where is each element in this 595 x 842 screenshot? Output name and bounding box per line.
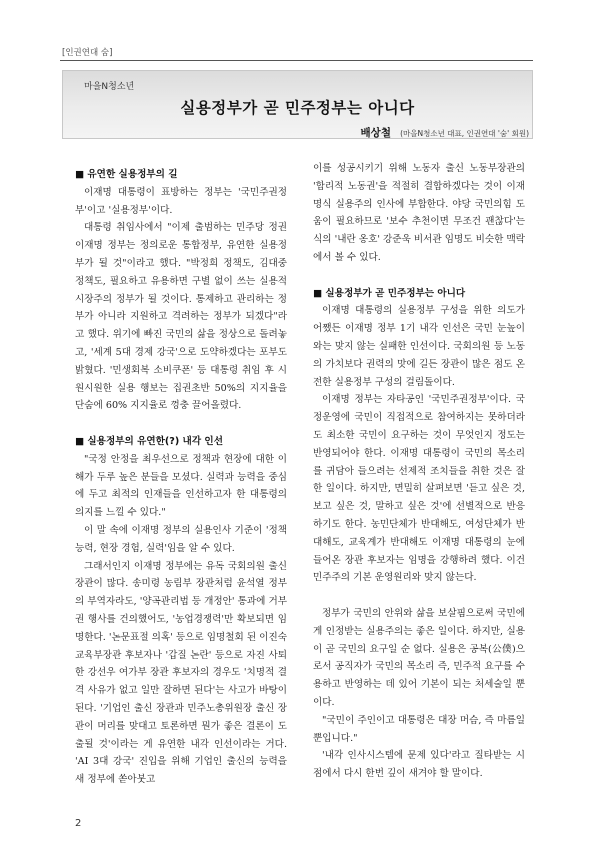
section-heading-2: ■ 실용정부의 유연한(?) 내각 인선 bbox=[75, 435, 223, 447]
section-kicker: 마을N청소년 bbox=[84, 82, 135, 92]
header-divider bbox=[60, 60, 533, 61]
section-heading-3: ■ 실용정부가 곧 민주정부는 아니다 bbox=[313, 287, 466, 299]
paragraph: 대통령 취임사에서 "이제 출범하는 민주당 정권 이재명 정부는 정의로운 통합정부, 유연한 실용정부가 될 것"이라고 했다. "박정희 정책도, 김대중 정책도, 필요하고 유용하면 구별 없이 쓰는 실용적 시장주의 정부가 될 것이다. 통제하고 관리하는 정부가 아니라 지원하고 격려하는 정부가 되겠다"라고 했다. 위기에 빠진 국민의 삶을 정상으로 돌려놓고, '세계 5대 경제 강국'으로 도약하겠다는 포부도 밝혔다. '민생회복 소비쿠폰' 등 대통령 취임 후 시원시원한 실용 행보는 집권초반 50%의 지지율을 단숨에 60% 지지율로 껑충 끌어올렸다. bbox=[75, 222, 287, 412]
section-heading-1: ■ 유연한 실용정부의 길 bbox=[75, 169, 178, 180]
author-affiliation: (마을N청소년 대표, 인권연대 '숨' 회원) bbox=[400, 129, 529, 138]
paragraph: '내각 인사시스템에 문제 있다'라고 질타받는 시점에서 다시 한번 깊이 새겨야 할 말이다. bbox=[313, 750, 525, 780]
paragraph: 이를 성공시키기 위해 노동자 출신 노동부장관의 '합리적 노동권'을 적절히 결합하겠다는 것이 이재명식 실용주의 인사에 부합한다. 야당 국민의힘 도움이 필요하므로 '보수 추천이면 무조건 괜찮다'는 식의 '내란 옹호' 강준욱 비서관 임명도 비슷한 맥락에서 볼 수 있다. bbox=[313, 163, 525, 263]
left-column bbox=[75, 160, 287, 789]
paragraph: 그래서인지 이재명 정부에는 유독 국회의원 출신 장관이 많다. 송미령 농림부 장관처럼 윤석열 정부의 부역자라도, '양곡관리법 등 개정안' 통과에 거부권 행사를 건의했어도, '농업경쟁력'만 확보되면 임명한다. '논문표절 의혹' 등으로 임명철회 된 이진숙 교육부장관 후보자나 '갑질 논란' 등으로 자진 사퇴 한 강선우 여가부 장관 후보자의 경우도 '치명적 결격 사유가 없고 일만 잘하면 된다'는 사고가 바탕이 된다. '기업인 출신 장관과 민주노총위원장 출신 장관이 머리를 맞대고 토론하면 뭔가 좋은 결론이 도출될 것'이라는 게 유연한 내각 인선이라는 거다. 'AI 3대 강국' 진입을 위해 기업인 출신의 능력을 새 정부에 쏟아붓고 bbox=[75, 560, 287, 786]
quote-paragraph: "국민이 주인이고 대통령은 대장 머슴, 즉 마름일 뿐입니다." bbox=[313, 714, 525, 744]
quote-paragraph: "국정 안정을 최우선으로 정책과 현장에 대한 이해가 두루 높은 분들을 모셨다. 실력과 능력을 중심에 두고 최적의 인재들을 인선하고자 한 대통령의 의지를 느낄 수 있다." bbox=[75, 453, 287, 519]
paragraph: 이재명 정부는 자타공인 '국민주권정부'이다. 국정운영에 국민이 직접적으로 참여하지는 못하더라도 최소한 국민이 요구하는 것이 무엇인지 정도는 반영되어야 한다. 이재명 대통령이 국민의 목소리를 귀담아 들으려는 선제적 조치들을 취한 것은 잘한 일이다. 하지만, 면밀히 살펴보면 '듣고 싶은 것, 보고 싶은 것, 말하고 싶은 것'에 선별적으로 반응하기도 한다. 농민단체가 반대해도, 여성단체가 반대해도, 교육계가 반대해도 이재명 대통령의 눈에 들어온 장관 후보자는 임명을 강행하려 했다. 이건 민주주의 기본 운영원리와 맞지 않는다. bbox=[313, 394, 525, 584]
magazine-header-label: [인권연대 숨] bbox=[62, 48, 113, 58]
right-column bbox=[313, 160, 525, 783]
paragraph: 이재명 대통령이 표방하는 정부는 '국민주권정부'이고 '실용정부'이다. bbox=[75, 186, 287, 216]
author-name: 배상철 bbox=[360, 127, 391, 139]
article-title: 실용정부가 곧 민주정부는 아니다 bbox=[180, 99, 415, 117]
author-line bbox=[361, 121, 529, 140]
page-number: 2 bbox=[75, 818, 82, 829]
paragraph: 이재명 대통령의 실용정부 구성을 위한 의도가 어쨌든 이재명 정부 1기 내각 인선은 국민 눈높이와는 맞지 않는 실패한 인선이다. 국회의원 등 노동의 가치보다 권력의 맛에 길든 장관이 많은 점도 온전한 실용정부 구성의 걸림돌이다. bbox=[313, 305, 525, 388]
paragraph: 정부가 국민의 안위와 삶을 보살핌으로써 국민에게 인정받는 실용주의는 좋은 일이다. 하지만, 실용이 곧 국민의 요구일 순 없다. 실용은 공복(公僕)으로서 공직자가 국민의 목소리 즉, 민주적 요구를 수용하고 반영하는 데 있어 기본이 되는 처세술일 뿐이다. bbox=[313, 607, 525, 708]
paragraph: 이 말 속에 이재명 정부의 실용인사 기준이 '정책 능력, 현장 경험, 실력'임을 알 수 있다. bbox=[75, 524, 287, 554]
